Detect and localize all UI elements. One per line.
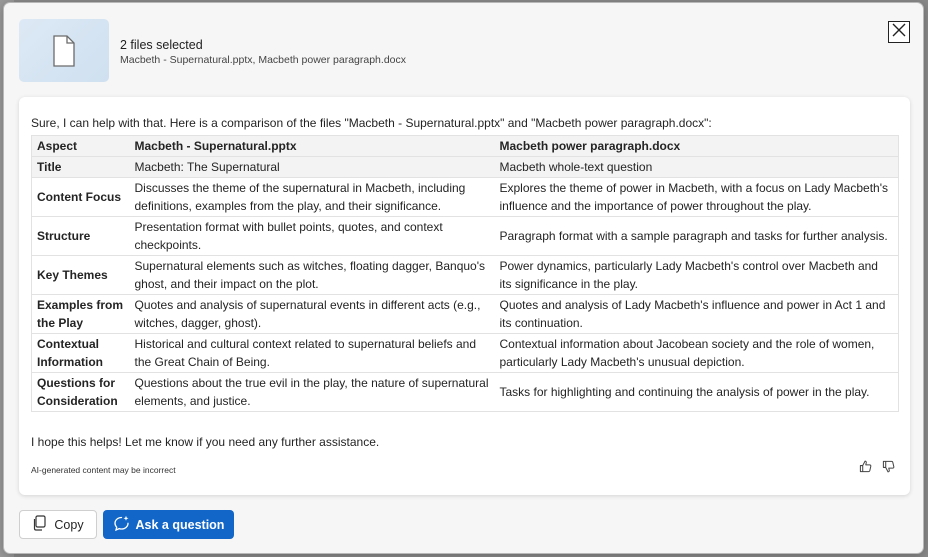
table-row (32, 256, 899, 295)
file-compare-dialog (3, 2, 924, 554)
aspect-cell: Examples from the Play (32, 295, 130, 334)
table-row (32, 295, 899, 334)
table-header-cell: Macbeth - Supernatural.pptx (130, 136, 495, 157)
docx-cell: Explores the theme of power in Macbeth, with a focus on Lady Macbeth's influence and the importance of power throughout the play. (495, 178, 899, 217)
table-row (32, 334, 899, 373)
table-header-row (32, 136, 899, 157)
pptx-cell: Historical and cultural context related to supernatural beliefs and the Great Chain of Being. (130, 334, 495, 373)
docx-cell: Contextual information about Jacobean society and the role of women, particularly Lady Macbeth's unusual depiction. (495, 334, 899, 373)
aspect-cell: Content Focus (32, 178, 130, 217)
aspect-cell: Contextual Information (32, 334, 130, 373)
pptx-cell: Discusses the theme of the supernatural in Macbeth, including definitions, examples from the play, and their significance. (130, 178, 495, 217)
docx-cell: Power dynamics, particularly Lady Macbeth's control over Macbeth and its significance in the play. (495, 256, 899, 295)
pptx-cell: Presentation format with bullet points, quotes, and context checkpoints. (130, 217, 495, 256)
copy-button[interactable] (19, 510, 97, 539)
ask-question-label: Ask a question (135, 517, 225, 532)
close-button[interactable] (888, 21, 910, 43)
table-row (32, 217, 899, 256)
thumbs-down-icon (882, 460, 895, 478)
comparison-table (31, 135, 899, 412)
sparkle-chat-icon (113, 515, 130, 535)
ask-question-button[interactable] (103, 510, 234, 539)
docx-cell: Quotes and analysis of Lady Macbeth's influence and power in Act 1 and its continuation. (495, 295, 899, 334)
files-selected-title: 2 files selected (120, 38, 203, 52)
aspect-cell: Questions for Consideration (32, 373, 130, 412)
pptx-cell: Macbeth: The Supernatural (130, 157, 495, 178)
docx-cell: Paragraph format with a sample paragraph and tasks for further analysis. (495, 217, 899, 256)
file-icon (51, 35, 77, 67)
response-intro: Sure, I can help with that. Here is a comparison of the files "Macbeth - Supernatural.pptx" and "Macbeth power paragraph.docx": (31, 116, 712, 130)
thumbs-up-button[interactable] (857, 461, 873, 477)
table-row (32, 373, 899, 412)
files-selected-names: Macbeth - Supernatural.pptx, Macbeth power paragraph.docx (120, 54, 406, 66)
ai-disclaimer: AI-generated content may be incorrect (31, 465, 176, 475)
table-header-cell: Macbeth power paragraph.docx (495, 136, 899, 157)
pptx-cell: Quotes and analysis of supernatural events in different acts (e.g., witches, dagger, ghost). (130, 295, 495, 334)
table-header-cell: Aspect (32, 136, 130, 157)
copy-icon (32, 515, 46, 534)
table-row (32, 157, 899, 178)
docx-cell: Macbeth whole-text question (495, 157, 899, 178)
response-card (19, 97, 910, 495)
thumbs-up-icon (859, 460, 872, 478)
copy-label: Copy (54, 517, 84, 532)
file-thumbnail (19, 19, 109, 82)
table-row (32, 178, 899, 217)
response-closing: I hope this helps! Let me know if you need any further assistance. (31, 435, 380, 449)
pptx-cell: Questions about the true evil in the play, the nature of supernatural elements, and justice. (130, 373, 495, 412)
aspect-cell: Title (32, 157, 130, 178)
docx-cell: Tasks for highlighting and continuing the analysis of power in the play. (495, 373, 899, 412)
pptx-cell: Supernatural elements such as witches, floating dagger, Banquo's ghost, and their impact on the plot. (130, 256, 495, 295)
close-icon (891, 22, 907, 43)
aspect-cell: Key Themes (32, 256, 130, 295)
thumbs-down-button[interactable] (880, 461, 896, 477)
aspect-cell: Structure (32, 217, 130, 256)
